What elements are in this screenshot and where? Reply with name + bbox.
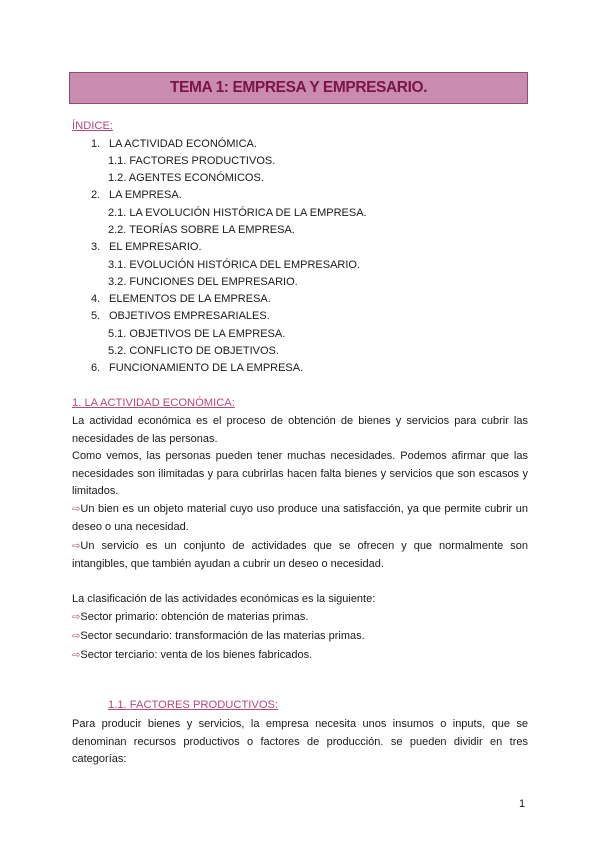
arrow-icon: ⇨ (72, 612, 81, 623)
index-heading: ÍNDICE: (72, 120, 114, 132)
arrow-icon: ⇨ (72, 541, 81, 552)
paragraph: Como vemos, las personas pueden tener muchas necesidades. Podemos afirmar que las necesidades son ilimitadas y para cubrirlas hacen falta bienes y servicios que son escasos y limitados. (72, 450, 528, 497)
title-banner (69, 72, 528, 104)
paragraph: ⇨Un bien es un objeto material cuyo uso produce una satisfacción, ya que permite cubrir un deseo o una necesidad. (72, 503, 528, 533)
paragraph: ⇨Un servicio es un conjunto de actividades que se ofrecen y que normalmente son intangibles, que también ayudan a cubrir un deseo o necesidad. (72, 540, 528, 570)
paragraph: Para producir bienes y servicios, la empresa necesita unos insumos o inputs, que se denominan recursos productivos o factores de producción. se pueden dividir en tres categorías: (72, 718, 528, 765)
document-title: TEMA 1: EMPRESA Y EMPRESARIO. (169, 79, 428, 96)
list-item: ⇨Sector terciario: venta de los bienes fabricados. (72, 649, 313, 661)
list-item: ⇨Sector secundario: transformación de las materias primas. (72, 630, 365, 642)
section-1-heading: 1. LA ACTIVIDAD ECONÓMICA: (72, 397, 235, 409)
paragraph: La actividad económica es el proceso de obtención de bienes y servicios para cubrir las necesidades de las personas. (72, 415, 528, 445)
arrow-icon: ⇨ (72, 504, 81, 515)
arrow-icon: ⇨ (72, 650, 81, 661)
page-number: 1 (519, 798, 526, 810)
paragraph: La clasificación de las actividades económicas es la siguiente: (72, 593, 376, 605)
list-item: ⇨Sector primario: obtención de materias primas. (72, 611, 309, 623)
section-1-1-heading: 1.1. FACTORES PRODUCTIVOS: (108, 699, 279, 711)
arrow-icon: ⇨ (72, 631, 81, 642)
